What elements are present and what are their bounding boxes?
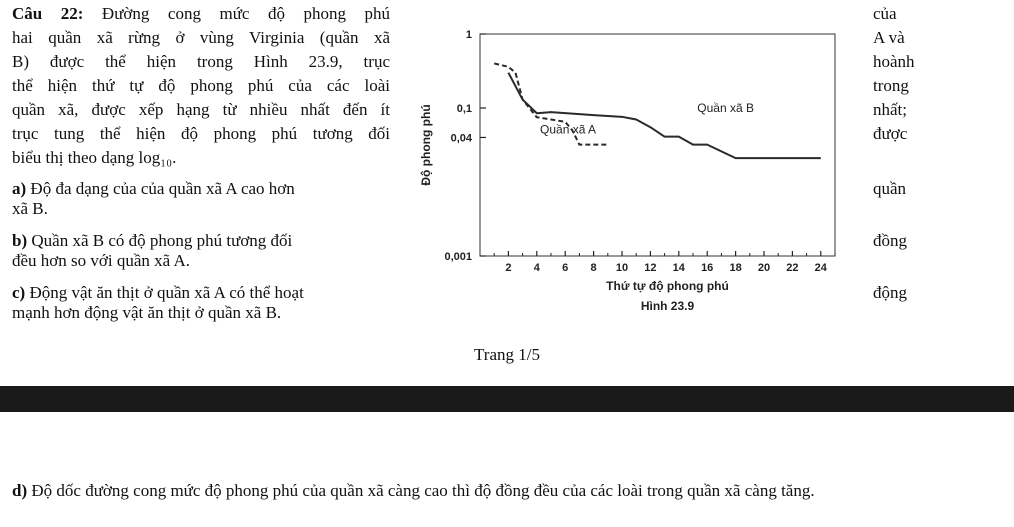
statement-d: d) Độ dốc đường cong mức độ phong phú của quần xã càng cao thì độ đồng đều của các loài trong quần xã càng tăng.: [12, 481, 815, 500]
x-tick-label: 14: [672, 262, 685, 274]
question-right-word-1: của: [873, 4, 897, 23]
y-tick-label: 0,04: [450, 132, 472, 145]
y-tick-label: 0,1: [456, 103, 472, 115]
statement-b-line1: b) Quần xã B có độ phong phú tương đối: [12, 231, 293, 250]
x-axis-label: Thứ tự độ phong phú: [606, 279, 729, 293]
question-right-word-6: được: [873, 124, 908, 143]
label-quan-xa-b: Quần xã B: [697, 101, 755, 116]
statement-b-line2: đều hơn so với quần xã A.: [12, 251, 191, 270]
y-tick-label: 1: [465, 29, 472, 41]
question-right-word-4: trong: [873, 76, 909, 95]
question-line-6: trục tung thể hiện độ phong phú tương đối: [12, 124, 390, 143]
page-separator: [0, 386, 1014, 412]
statement-c-line2: mạnh hơn động vật ăn thịt ở quần xã B.: [12, 303, 282, 322]
x-tick-label: 4: [533, 262, 540, 274]
page-number: Trang 1/5: [474, 345, 540, 364]
x-tick-label: 24: [814, 262, 827, 274]
series-line-quan-xa-b: [508, 73, 820, 158]
statement-b-right: đồng: [873, 231, 907, 250]
statement-c-right: động: [873, 283, 907, 302]
abundance-chart: [405, 18, 860, 318]
x-tick-label: 8: [590, 262, 597, 274]
question-line-1: Câu 22: Đường cong mức độ phong phú: [12, 4, 390, 23]
x-tick-label: 2: [505, 262, 512, 274]
y-axis-label: Độ phong phú: [419, 104, 433, 186]
statement-a-line2: xã B.: [12, 199, 48, 218]
question-right-word-3: hoành: [873, 52, 915, 71]
exam-page-2: [0, 412, 1014, 527]
statement-a-right: quần: [873, 179, 907, 198]
plot-frame: [480, 34, 835, 256]
x-tick-label: 12: [644, 262, 657, 274]
question-right-word-2: A và: [873, 28, 905, 47]
x-tick-label: 20: [757, 262, 771, 274]
question-line-2: hai quần xã rừng ở vùng Virginia (quần xã: [12, 28, 390, 47]
statement-a-line1: a) Độ đa dạng của của quần xã A cao hơn: [12, 179, 295, 198]
x-tick-label: 10: [615, 262, 629, 274]
figure-23-9: [405, 18, 860, 318]
question-line-3: B) được thể hiện trong Hình 23.9, trục: [12, 52, 390, 71]
x-tick-label: 18: [729, 262, 742, 274]
figure-caption: Hình 23.9: [640, 299, 695, 313]
x-tick-label: 16: [701, 262, 714, 274]
label-quan-xa-a: Quần xã A: [540, 122, 597, 137]
question-line-7: biểu thị theo dạng log₁₀.: [12, 148, 177, 167]
statement-c-line1: c) Động vật ăn thịt ở quần xã A có thể hoạt: [12, 283, 304, 302]
y-tick-label: 0,001: [444, 251, 472, 263]
question-line-4: thể hiện thứ tự độ phong phú của các loài: [12, 76, 390, 95]
x-tick-label: 22: [786, 262, 799, 274]
question-right-word-5: nhất;: [873, 100, 907, 119]
x-tick-label: 6: [562, 262, 569, 274]
question-line-5: quần xã, được xếp hạng từ nhiều nhất đến ít: [12, 100, 390, 119]
